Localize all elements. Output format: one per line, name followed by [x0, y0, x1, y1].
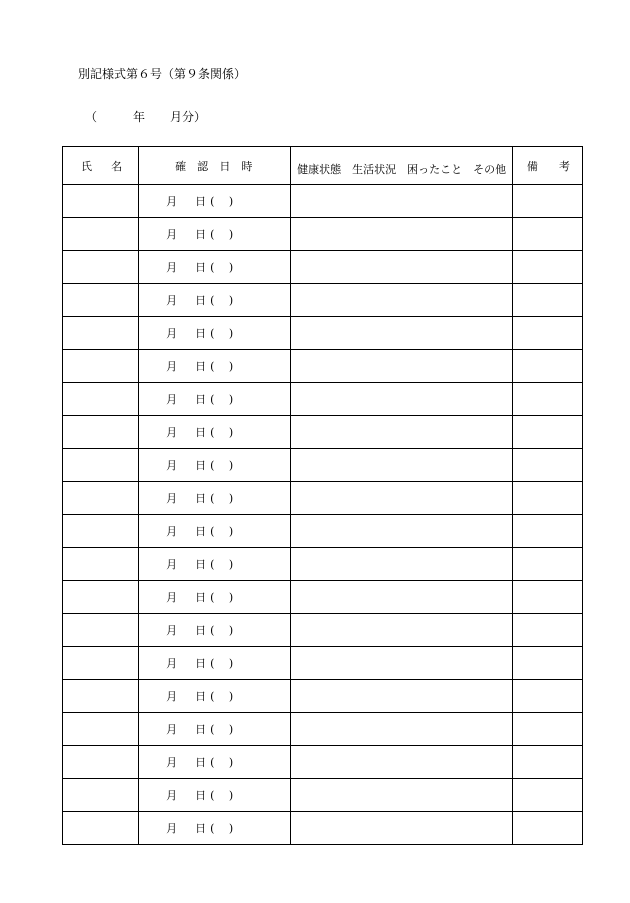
- name-cell[interactable]: [63, 746, 139, 779]
- date-month-label: 月: [166, 525, 178, 538]
- date-weekday-paren: ( ): [210, 591, 234, 604]
- table-row: [63, 218, 583, 251]
- header-name-char: 氏: [81, 159, 92, 173]
- notes-cell[interactable]: [291, 218, 512, 251]
- date-day-label: 日: [195, 459, 207, 472]
- date-weekday-paren: ( ): [210, 393, 234, 406]
- header-date-char: 時: [241, 159, 253, 173]
- check-datetime-cell[interactable]: [139, 218, 291, 251]
- remarks-cell[interactable]: [512, 317, 582, 350]
- name-cell[interactable]: [63, 482, 139, 515]
- notes-cell[interactable]: [291, 779, 512, 812]
- visit-record-table: [62, 146, 583, 845]
- check-datetime-cell[interactable]: [139, 317, 291, 350]
- remarks-cell[interactable]: [512, 680, 582, 713]
- date-weekday-paren: ( ): [210, 723, 234, 736]
- date-month-label: 月: [166, 690, 178, 703]
- table-row: [63, 416, 583, 449]
- name-cell[interactable]: [63, 383, 139, 416]
- remarks-cell[interactable]: [512, 185, 582, 218]
- date-day-label: 日: [195, 690, 207, 703]
- notes-cell[interactable]: [291, 713, 512, 746]
- check-datetime-cell[interactable]: [139, 449, 291, 482]
- remarks-cell[interactable]: [512, 350, 582, 383]
- table-row: [63, 449, 583, 482]
- check-datetime-cell[interactable]: [139, 251, 291, 284]
- notes-cell[interactable]: [291, 680, 512, 713]
- date-month-label: 月: [166, 195, 178, 208]
- date-day-label: 日: [195, 426, 207, 439]
- date-day-label: 日: [195, 228, 207, 241]
- date-weekday-paren: ( ): [210, 327, 234, 340]
- check-datetime-cell[interactable]: [139, 383, 291, 416]
- date-month-label: 月: [166, 492, 178, 505]
- date-weekday-paren: ( ): [210, 624, 234, 637]
- date-month-label: 月: [166, 228, 178, 241]
- name-cell[interactable]: [63, 416, 139, 449]
- date-weekday-paren: ( ): [210, 360, 234, 373]
- date-day-label: 日: [195, 195, 207, 208]
- notes-cell[interactable]: [291, 350, 512, 383]
- date-day-label: 日: [195, 591, 207, 604]
- date-weekday-paren: ( ): [210, 756, 234, 769]
- notes-cell[interactable]: [291, 482, 512, 515]
- date-weekday-paren: ( ): [210, 789, 234, 802]
- date-day-label: 日: [195, 525, 207, 538]
- date-weekday-paren: ( ): [210, 459, 234, 472]
- date-day-label: 日: [195, 756, 207, 769]
- date-day-label: 日: [195, 360, 207, 373]
- notes-cell[interactable]: [291, 416, 512, 449]
- name-cell[interactable]: [63, 251, 139, 284]
- table-body: [63, 185, 583, 845]
- date-weekday-paren: ( ): [210, 294, 234, 307]
- name-cell[interactable]: [63, 449, 139, 482]
- name-cell[interactable]: [63, 713, 139, 746]
- check-datetime-cell[interactable]: [139, 284, 291, 317]
- table-row: [63, 812, 583, 845]
- header-check-datetime: [139, 147, 291, 185]
- remarks-cell[interactable]: [512, 383, 582, 416]
- table-row: [63, 548, 583, 581]
- date-day-label: 日: [195, 789, 207, 802]
- remarks-cell[interactable]: [512, 515, 582, 548]
- remarks-cell[interactable]: [512, 482, 582, 515]
- date-month-label: 月: [166, 789, 178, 802]
- name-cell[interactable]: [63, 779, 139, 812]
- header-notes-label: 健康状態 生活状況 困ったこと その他: [297, 162, 507, 176]
- remarks-cell[interactable]: [512, 581, 582, 614]
- table-row: [63, 680, 583, 713]
- table-row: [63, 647, 583, 680]
- date-month-label: 月: [166, 393, 178, 406]
- notes-cell[interactable]: [291, 383, 512, 416]
- check-datetime-cell[interactable]: [139, 812, 291, 845]
- table-row: [63, 383, 583, 416]
- date-month-label: 月: [166, 327, 178, 340]
- name-cell[interactable]: [63, 317, 139, 350]
- name-cell[interactable]: [63, 350, 139, 383]
- date-month-label: 月: [166, 294, 178, 307]
- remarks-cell[interactable]: [512, 416, 582, 449]
- notes-cell[interactable]: [291, 515, 512, 548]
- table-row: [63, 350, 583, 383]
- date-day-label: 日: [195, 492, 207, 505]
- date-month-label: 月: [166, 426, 178, 439]
- remarks-cell[interactable]: [512, 713, 582, 746]
- date-day-label: 日: [195, 657, 207, 670]
- date-weekday-paren: ( ): [210, 228, 234, 241]
- check-datetime-cell[interactable]: [139, 548, 291, 581]
- header-name-char: 名: [111, 159, 123, 173]
- header-remarks: [512, 147, 582, 185]
- check-datetime-cell[interactable]: [139, 185, 291, 218]
- check-datetime-cell[interactable]: [139, 713, 291, 746]
- period-month-label: 月分）: [170, 110, 207, 124]
- notes-cell[interactable]: [291, 284, 512, 317]
- date-day-label: 日: [195, 393, 207, 406]
- remarks-cell[interactable]: [512, 251, 582, 284]
- notes-cell[interactable]: [291, 251, 512, 284]
- notes-cell[interactable]: [291, 746, 512, 779]
- notes-cell[interactable]: [291, 812, 512, 845]
- check-datetime-cell[interactable]: [139, 515, 291, 548]
- date-day-label: 日: [195, 261, 207, 274]
- period-open-paren: （: [85, 110, 98, 124]
- remarks-cell[interactable]: [512, 746, 582, 779]
- table-row: [63, 515, 583, 548]
- header-notes: [291, 147, 512, 185]
- check-datetime-cell[interactable]: [139, 779, 291, 812]
- table-row: [63, 284, 583, 317]
- date-day-label: 日: [195, 822, 207, 835]
- date-weekday-paren: ( ): [210, 492, 234, 505]
- name-cell[interactable]: [63, 284, 139, 317]
- form-heading: 別記様式第６号（第９条関係）: [78, 67, 247, 81]
- date-day-label: 日: [195, 624, 207, 637]
- period-year-label: 年: [133, 110, 146, 124]
- date-month-label: 月: [166, 657, 178, 670]
- remarks-cell[interactable]: [512, 779, 582, 812]
- header-date-char: 確: [175, 159, 187, 173]
- table-row: [63, 581, 583, 614]
- notes-cell[interactable]: [291, 185, 512, 218]
- remarks-cell[interactable]: [512, 647, 582, 680]
- date-month-label: 月: [166, 624, 178, 637]
- check-datetime-cell[interactable]: [139, 746, 291, 779]
- date-month-label: 月: [166, 723, 178, 736]
- table-row: [63, 185, 583, 218]
- remarks-cell[interactable]: [512, 218, 582, 251]
- date-weekday-paren: ( ): [210, 690, 234, 703]
- name-cell[interactable]: [63, 812, 139, 845]
- table-row: [63, 779, 583, 812]
- date-weekday-paren: ( ): [210, 525, 234, 538]
- notes-cell[interactable]: [291, 581, 512, 614]
- table-row: [63, 713, 583, 746]
- name-cell[interactable]: [63, 515, 139, 548]
- table-row: [63, 317, 583, 350]
- date-day-label: 日: [195, 723, 207, 736]
- check-datetime-cell[interactable]: [139, 680, 291, 713]
- notes-cell[interactable]: [291, 647, 512, 680]
- period-line: [85, 108, 285, 124]
- date-month-label: 月: [166, 822, 178, 835]
- table-row: [63, 746, 583, 779]
- check-datetime-cell[interactable]: [139, 482, 291, 515]
- name-cell[interactable]: [63, 218, 139, 251]
- header-name: [63, 147, 139, 185]
- date-weekday-paren: ( ): [210, 822, 234, 835]
- name-cell[interactable]: [63, 548, 139, 581]
- header-date-char: 認: [197, 159, 209, 173]
- date-weekday-paren: ( ): [210, 195, 234, 208]
- check-datetime-cell[interactable]: [139, 581, 291, 614]
- table-header-row: [63, 147, 583, 185]
- name-cell[interactable]: [63, 647, 139, 680]
- remarks-cell[interactable]: [512, 548, 582, 581]
- name-cell[interactable]: [63, 614, 139, 647]
- notes-cell[interactable]: [291, 548, 512, 581]
- notes-cell[interactable]: [291, 614, 512, 647]
- notes-cell[interactable]: [291, 449, 512, 482]
- date-day-label: 日: [195, 327, 207, 340]
- date-month-label: 月: [166, 756, 178, 769]
- date-month-label: 月: [166, 360, 178, 373]
- check-datetime-cell[interactable]: [139, 647, 291, 680]
- date-month-label: 月: [166, 261, 178, 274]
- name-cell[interactable]: [63, 581, 139, 614]
- date-weekday-paren: ( ): [210, 657, 234, 670]
- date-weekday-paren: ( ): [210, 426, 234, 439]
- remarks-cell[interactable]: [512, 449, 582, 482]
- remarks-cell[interactable]: [512, 284, 582, 317]
- table-row: [63, 482, 583, 515]
- date-weekday-paren: ( ): [210, 558, 234, 571]
- header-date-char: 日: [219, 159, 231, 173]
- header-remarks-char: 備: [526, 159, 538, 173]
- remarks-cell[interactable]: [512, 812, 582, 845]
- header-remarks-char: 考: [559, 159, 570, 173]
- name-cell[interactable]: [63, 185, 139, 218]
- check-datetime-cell[interactable]: [139, 416, 291, 449]
- date-day-label: 日: [195, 558, 207, 571]
- check-datetime-cell[interactable]: [139, 614, 291, 647]
- table-row: [63, 251, 583, 284]
- check-datetime-cell[interactable]: [139, 350, 291, 383]
- date-month-label: 月: [166, 558, 178, 571]
- name-cell[interactable]: [63, 680, 139, 713]
- date-day-label: 日: [195, 294, 207, 307]
- date-weekday-paren: ( ): [210, 261, 234, 274]
- date-month-label: 月: [166, 591, 178, 604]
- remarks-cell[interactable]: [512, 614, 582, 647]
- date-month-label: 月: [166, 459, 178, 472]
- table-row: [63, 614, 583, 647]
- notes-cell[interactable]: [291, 317, 512, 350]
